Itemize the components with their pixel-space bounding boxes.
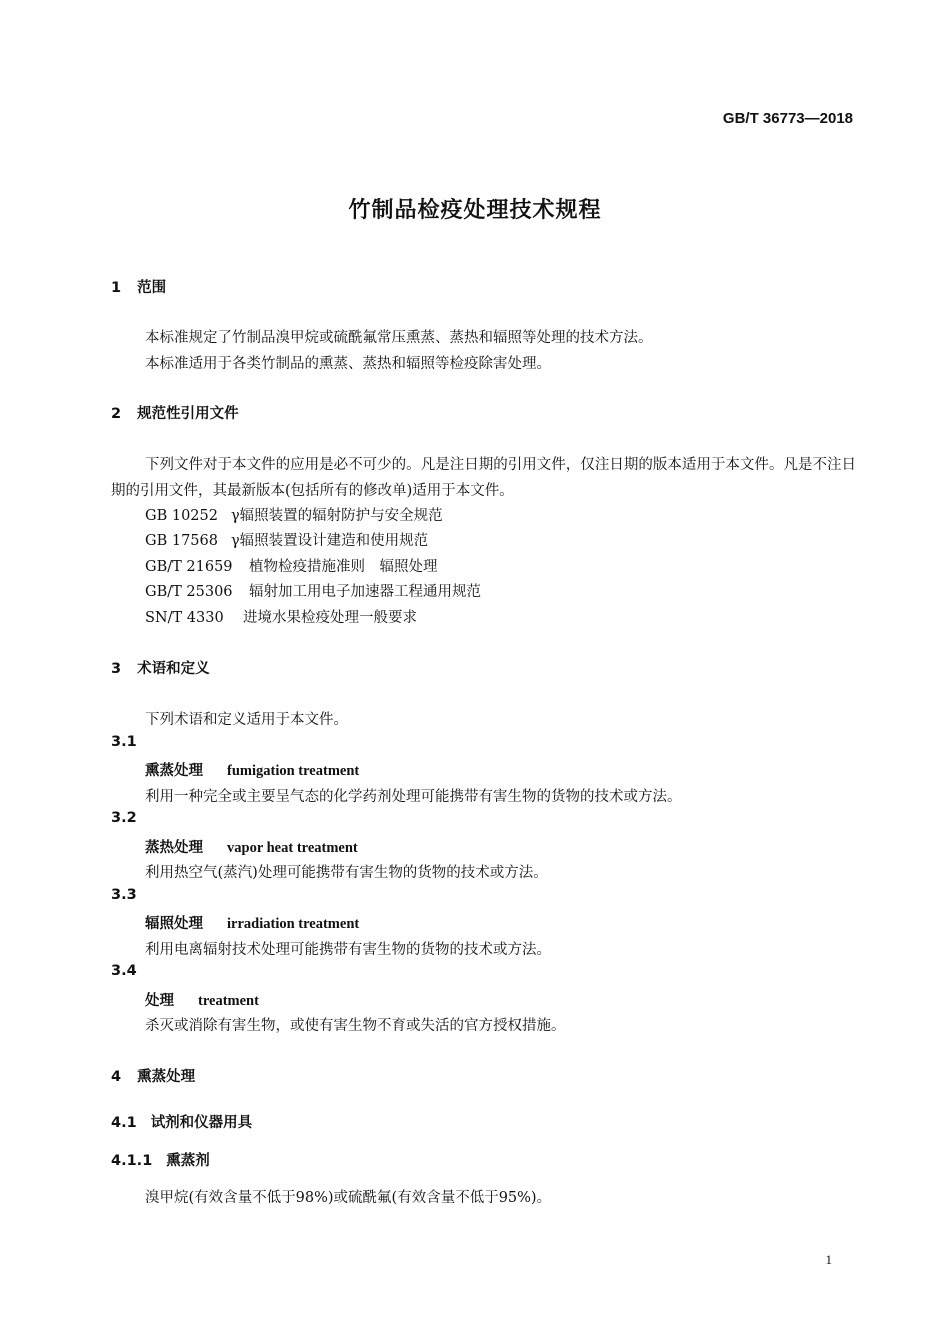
page-number: 1	[825, 1252, 832, 1267]
term-english: vapor heat treatment	[227, 840, 358, 856]
subsection-4-1-heading	[111, 1111, 252, 1132]
term-english: fumigation treatment	[227, 763, 360, 779]
term-heading	[145, 836, 358, 857]
paragraph: 下列文件对于本文件的应用是必不可少的。凡是注日期的引用文件，仅注日期的版本适用于本文件。凡是不注日期的引用文件，其最新版本(包括所有的修改单)适用于本文件。	[111, 457, 856, 499]
paragraph: 本标准规定了竹制品溴甲烷或硫酰氟常压熏蒸、蒸热和辐照等处理的技术方法。	[145, 330, 653, 346]
term-definition: 杀灭或消除有害生物，或使有害生物不育或失活的官方授权措施。	[145, 1018, 566, 1034]
reference-code: GB/T 25306	[145, 584, 233, 600]
document-title: 竹制品检疫处理技术规程	[348, 198, 602, 223]
reference-title: 植物检疫措施准则 辐照处理	[249, 559, 438, 575]
section-2-heading	[111, 402, 239, 423]
section-4-heading	[111, 1065, 195, 1086]
reference-item	[145, 529, 428, 550]
reference-code: GB 10252	[145, 508, 218, 524]
section-number: 1	[111, 280, 122, 296]
term-number: 3.1	[111, 734, 137, 750]
section-title: 规范性引用文件	[137, 406, 239, 422]
paragraph: 溴甲烷(有效含量不低于98%)或硫酰氟(有效含量不低于95%)。	[145, 1190, 552, 1206]
term-chinese: 处理	[145, 993, 174, 1009]
reference-item	[145, 555, 438, 576]
reference-title: γ辐照装置的辐射防护与安全规范	[231, 508, 443, 524]
subsection-title: 试剂和仪器用具	[150, 1115, 253, 1131]
paragraph: 下列术语和定义适用于本文件。	[145, 712, 348, 728]
reference-item	[145, 580, 481, 601]
section-number: 3	[111, 661, 122, 677]
term-definition: 利用电离辐射技术处理可能携带有害生物的货物的技术或方法。	[145, 942, 551, 958]
term-number: 3.2	[111, 810, 137, 826]
subsection-number: 4.1.1	[111, 1153, 153, 1169]
section-3-heading	[111, 657, 210, 678]
reference-code: GB/T 21659	[145, 559, 233, 575]
term-chinese: 辐照处理	[145, 916, 203, 932]
standard-number: GB/T 36773—2018	[722, 110, 853, 127]
reference-title: γ辐照装置设计建造和使用规范	[231, 533, 429, 549]
section-title: 术语和定义	[137, 661, 210, 677]
term-heading	[145, 912, 359, 933]
section-number: 4	[111, 1069, 122, 1085]
term-heading	[145, 989, 259, 1010]
term-number: 3.4	[111, 963, 137, 979]
term-heading	[145, 759, 359, 780]
subsection-4-1-1-heading	[111, 1149, 210, 1170]
reference-item	[145, 606, 417, 627]
reference-item	[145, 504, 443, 525]
term-definition: 利用一种完全或主要呈气态的化学药剂处理可能携带有害生物的货物的技术或方法。	[145, 789, 682, 805]
subsection-number: 4.1	[111, 1115, 137, 1131]
section-title: 熏蒸处理	[137, 1069, 196, 1085]
section-1-heading	[111, 276, 166, 297]
reference-code: GB 17568	[145, 533, 218, 549]
reference-title: 进境水果检疫处理一般要求	[243, 610, 417, 626]
subsection-title: 熏蒸剂	[166, 1153, 210, 1169]
term-chinese: 蒸热处理	[145, 840, 203, 856]
reference-title: 辐射加工用电子加速器工程通用规范	[249, 584, 481, 600]
term-definition: 利用热空气(蒸汽)处理可能携带有害生物的货物的技术或方法。	[145, 865, 548, 881]
paragraph: 本标准适用于各类竹制品的熏蒸、蒸热和辐照等检疫除害处理。	[145, 356, 551, 372]
reference-code: SN/T 4330	[145, 610, 224, 626]
term-number: 3.3	[111, 887, 137, 903]
section-title: 范围	[137, 280, 167, 296]
term-chinese: 熏蒸处理	[145, 763, 203, 779]
term-english: treatment	[198, 993, 259, 1009]
section-number: 2	[111, 406, 122, 422]
term-english: irradiation treatment	[227, 916, 360, 932]
